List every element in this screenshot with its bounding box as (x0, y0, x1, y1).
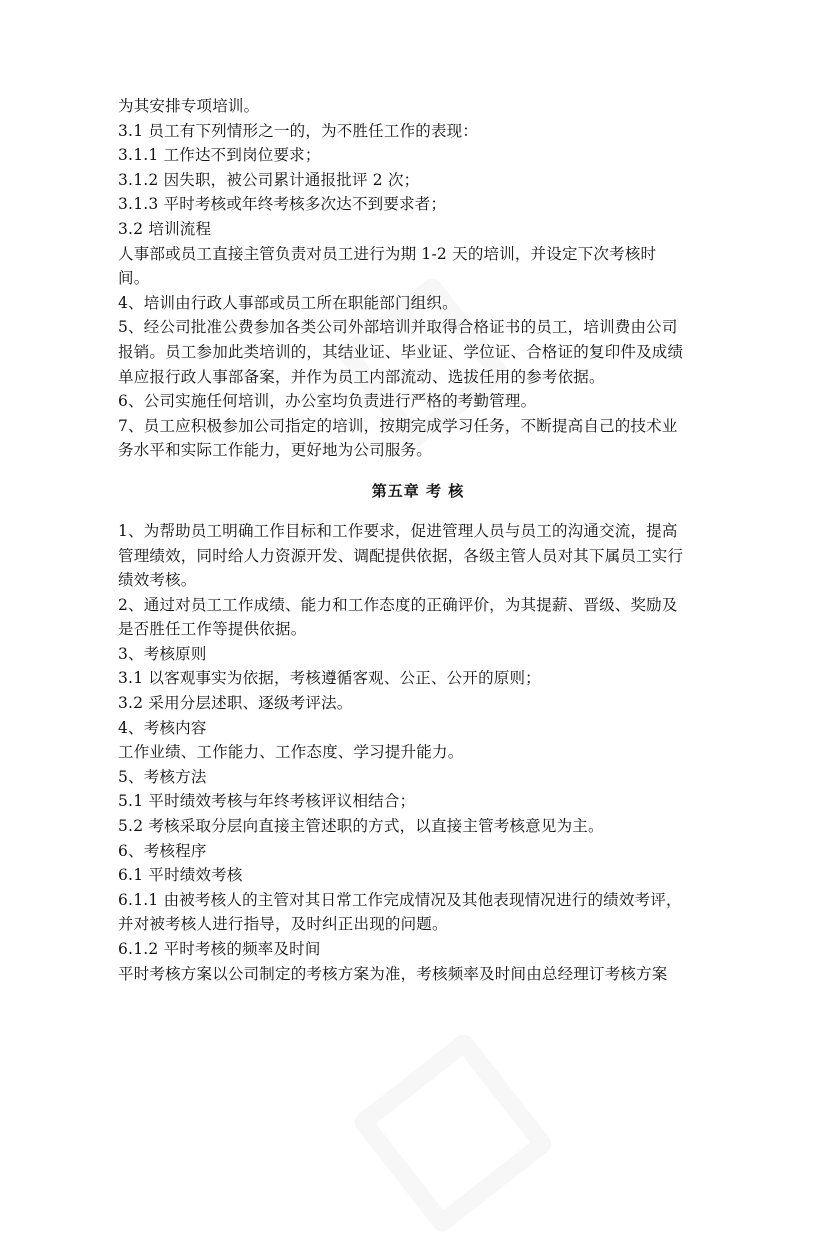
text-line: 3.1 员工有下列情形之一的，为不胜任工作的表现： (118, 121, 479, 140)
text-line: 管理绩效，同时给人力资源开发、调配提供依据，各级主管人员对其下属员工实行 (118, 546, 684, 565)
text-line: 2、通过对员工工作成绩、能力和工作态度的正确评价，为其提薪、晋级、奖励及 (118, 595, 678, 614)
text-line: 是否胜任工作等提供依据。 (118, 620, 307, 639)
text-line: 3.1 以客观事实为依据，考核遵循客观、公正、公开的原则； (118, 669, 541, 688)
text-line: 3.2 采用分层述职、逐级考评法。 (118, 694, 353, 713)
text-line: 4、培训由行政人事部或员工所在职能部门组织。 (118, 293, 458, 312)
text-line: 3.1.2 因失职，被公司累计通报批评 2 次； (118, 170, 420, 189)
text-line: 为其安排专项培训。 (118, 97, 260, 115)
text-line: 5.2 考核采取分层向直接主管述职的方式，以直接主管考核意见为主。 (118, 817, 604, 836)
text-line: 6.1.1 由被考核人的主管对其日常工作完成情况及其他表现情况进行的绩效考评， (118, 890, 682, 909)
chapter-title: 第五章 考 核 (371, 481, 465, 500)
text-line: 单应报行政人事部备案，并作为员工内部流动、选拔任用的参考依据。 (118, 367, 605, 386)
text-line: 报销。员工参加此类培训的，其结业证、毕业证、学位证、合格证的复印件及成绩 (118, 342, 684, 361)
text-line: 3.1.3 平时考核或年终考核多次达不到要求者； (118, 195, 447, 214)
text-line: 并对被考核人进行指导，及时纠正出现的问题。 (118, 915, 448, 934)
text-line: 平时考核方案以公司制定的考核方案为准，考核频率及时间由总经理订考核方案 (118, 964, 668, 983)
text-line: 绩效考核。 (118, 571, 197, 590)
text-line: 务水平和实际工作能力，更好地为公司服务。 (118, 441, 433, 460)
text-line: 工作业绩、工作能力、工作态度、学习提升能力。 (118, 743, 464, 762)
text-line: 间。 (118, 269, 150, 288)
text-line: 1、为帮助员工明确工作目标和工作要求，促进管理人员与员工的沟通交流，提高 (118, 521, 678, 540)
section-before-chapter (118, 94, 718, 463)
text-line: 5.1 平时绩效考核与年终考核评议相结合； (118, 792, 416, 811)
document-body (118, 94, 718, 986)
text-line: 3.2 培训流程 (118, 219, 212, 238)
text-line: 7、员工应积极参加公司指定的培训，按期完成学习任务，不断提高自己的技术业 (118, 416, 678, 435)
text-line: 3.1.1 工作达不到岗位要求； (118, 146, 321, 165)
text-line: 6、公司实施任何培训，办公室均负责进行严格的考勤管理。 (118, 392, 537, 411)
text-line: 3、考核原则 (118, 644, 207, 663)
text-line: 6.1.2 平时考核的频率及时间 (118, 940, 321, 958)
text-line: 6.1 平时绩效考核 (118, 866, 243, 885)
text-line: 5、考核方法 (118, 767, 207, 786)
text-line: 5、经公司批准公费参加各类公司外部培训并取得合格证书的员工，培训费由公司 (118, 318, 678, 337)
text-line: 6、考核程序 (118, 841, 207, 860)
text-line: 4、考核内容 (118, 718, 207, 737)
watermark-shape-lower (351, 1031, 556, 1235)
text-line: 人事部或员工直接主管负责对员工进行为期 1-2 天的培训，并设定下次考核时 (118, 244, 657, 263)
section-after-chapter (118, 519, 718, 986)
